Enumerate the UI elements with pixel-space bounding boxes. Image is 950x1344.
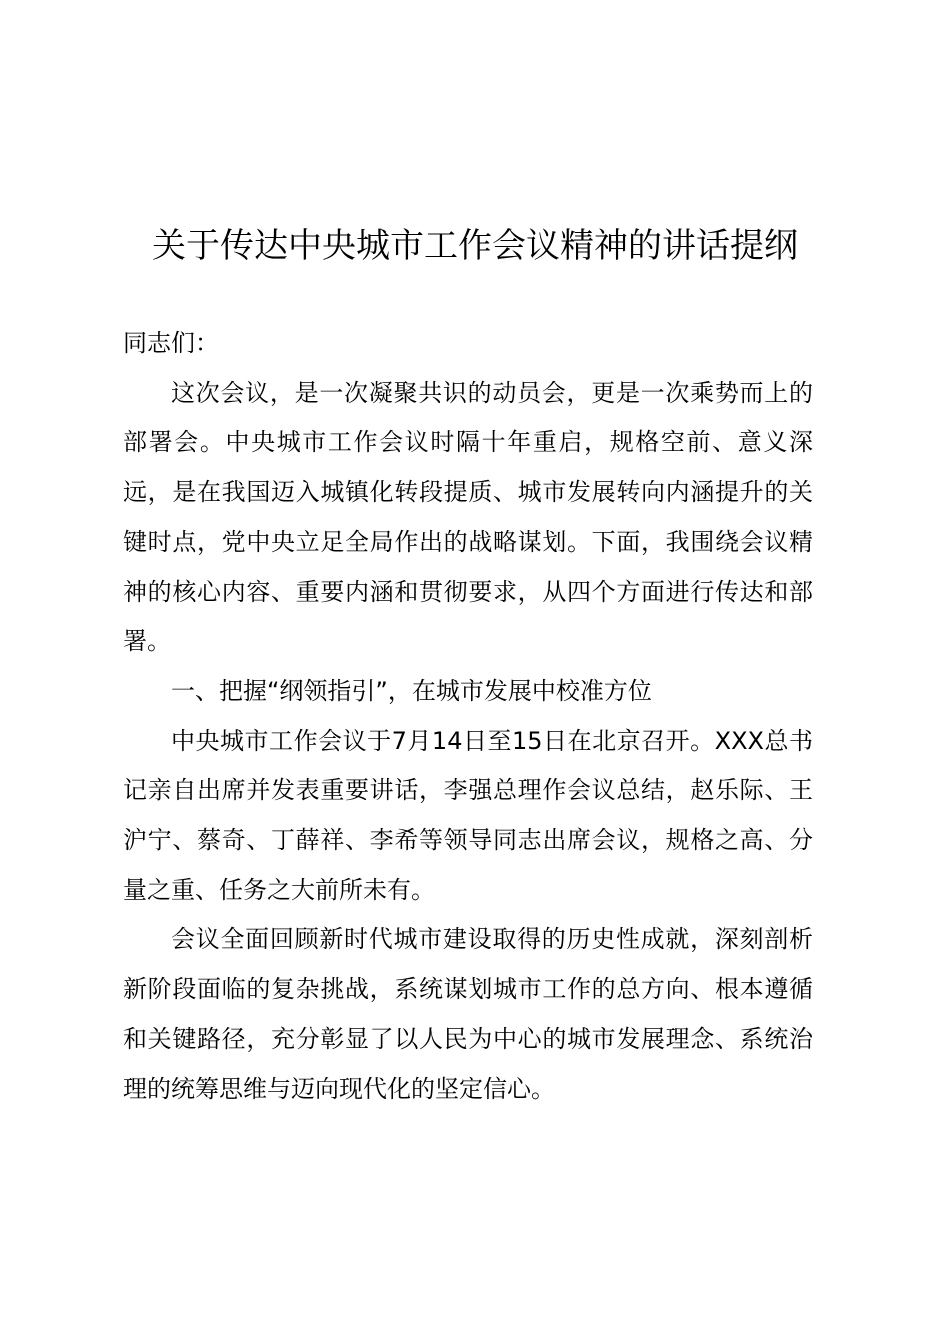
section-heading: 一、把握“纲领指引”，在城市发展中校准方位 [171,676,652,705]
salutation: 同志们： [123,329,219,357]
document-body [123,319,813,1114]
document-title: 关于传达中央城市工作会议精神的讲话提纲 [152,226,798,266]
section-paragraph-1: 中央城市工作会议于7月14日至15日在北京召开。XXX总书记亲自出席并发表重要讲话，李强总理作会议总结，赵乐际、王沪宁、蔡奇、丁薛祥、李希等领导同志出席会议，规格之高、分量之重、任务之大前所未有。 [123,726,813,904]
intro-paragraph: 这次会议，是一次凝聚共识的动员会，更是一次乘势而上的部署会。中央城市工作会议时隔十年重启，规格空前、意义深远，是在我国迈入城镇化转段提质、城市发展转向内涵提升的关键时点，党中央立足全局作出的战略谋划。下面，我围绕会议精神的核心内容、重要内涵和贯彻要求，从四个方面进行传达和部署。 [123,378,813,656]
section-paragraph-2: 会议全面回顾新时代城市建设取得的历史性成就，深刻剖析新阶段面临的复杂挑战，系统谋划城市工作的总方向、根本遵循和关键路径，充分彰显了以人民为中心的城市发展理念、系统治理的统筹思维与迈向现代化的坚定信心。 [123,925,813,1103]
